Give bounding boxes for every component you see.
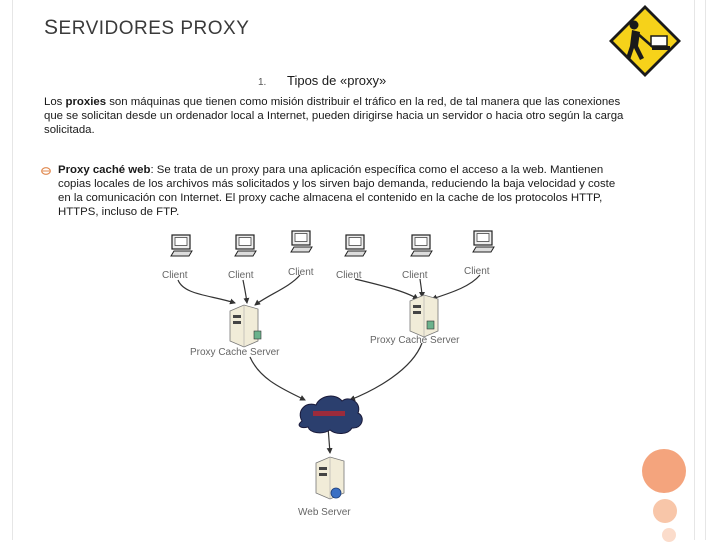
client-label: Client [464,266,490,277]
proxy-right-label: Proxy Cache Server [370,335,460,346]
title-rest: ERVIDORES PROXY [58,18,250,39]
intro-bold: proxies [65,96,107,108]
bullet-bold: Proxy caché web [58,164,151,176]
client-computer-icon [345,235,366,256]
proxy-network-diagram [150,225,510,525]
web-server-label: Web Server [298,507,351,518]
cache-disk-icon [254,331,261,339]
client-computer-icon [411,235,432,256]
bullet-paragraph [58,163,618,219]
decorative-circle [642,449,686,493]
client-computer-icon [291,231,312,252]
title-initial: S [44,16,59,39]
globe-icon [331,488,341,498]
intro-paragraph [44,95,624,137]
slide-title [44,16,249,40]
client-label: Client [402,270,428,281]
frame-line-right [694,0,695,540]
bullet-icon [41,167,51,175]
intro-text: son máquinas que tienen como misión distribuir el tráfico en la red, de tal manera que las conexiones que se solicitan desde un ordenador local a Internet, pueden dirigirse hacia un servidor o hacia otro según la carga solicitada. [44,96,624,136]
frame-line-left [12,0,13,540]
client-label: Client [288,267,314,278]
client-computer-icon [235,235,256,256]
section-number: 1. [258,77,267,88]
client-computer-icon [473,231,494,252]
bullet-text: : Se trata de un proxy para una aplicación específica como el acceso a la web. Mantienen copias locales de los archivos más solicitados y los sirven bajo demanda, reduciendo la baja velocidad y coste en la comunicación con Internet. El proxy cache almacena el contenido en la cache de los protocolos HTTP, HTTPS, incluso de FTP. [58,164,616,218]
client-label: Client [228,270,254,281]
cache-disk-icon [427,321,434,329]
client-label: Client [162,270,188,281]
client-label: Client [336,270,362,281]
worker-digging-icon [606,2,684,80]
frame-line-right-outer [705,0,706,540]
internet-cloud-icon [299,396,362,433]
section-title: Tipos de «proxy» [287,73,387,88]
decorative-circle [653,499,677,523]
proxy-left-label: Proxy Cache Server [190,347,280,358]
intro-prefix: Los [44,96,66,108]
client-computer-icon [171,235,192,256]
proxy-server-icon [410,295,438,337]
proxy-server-icon [230,305,258,347]
